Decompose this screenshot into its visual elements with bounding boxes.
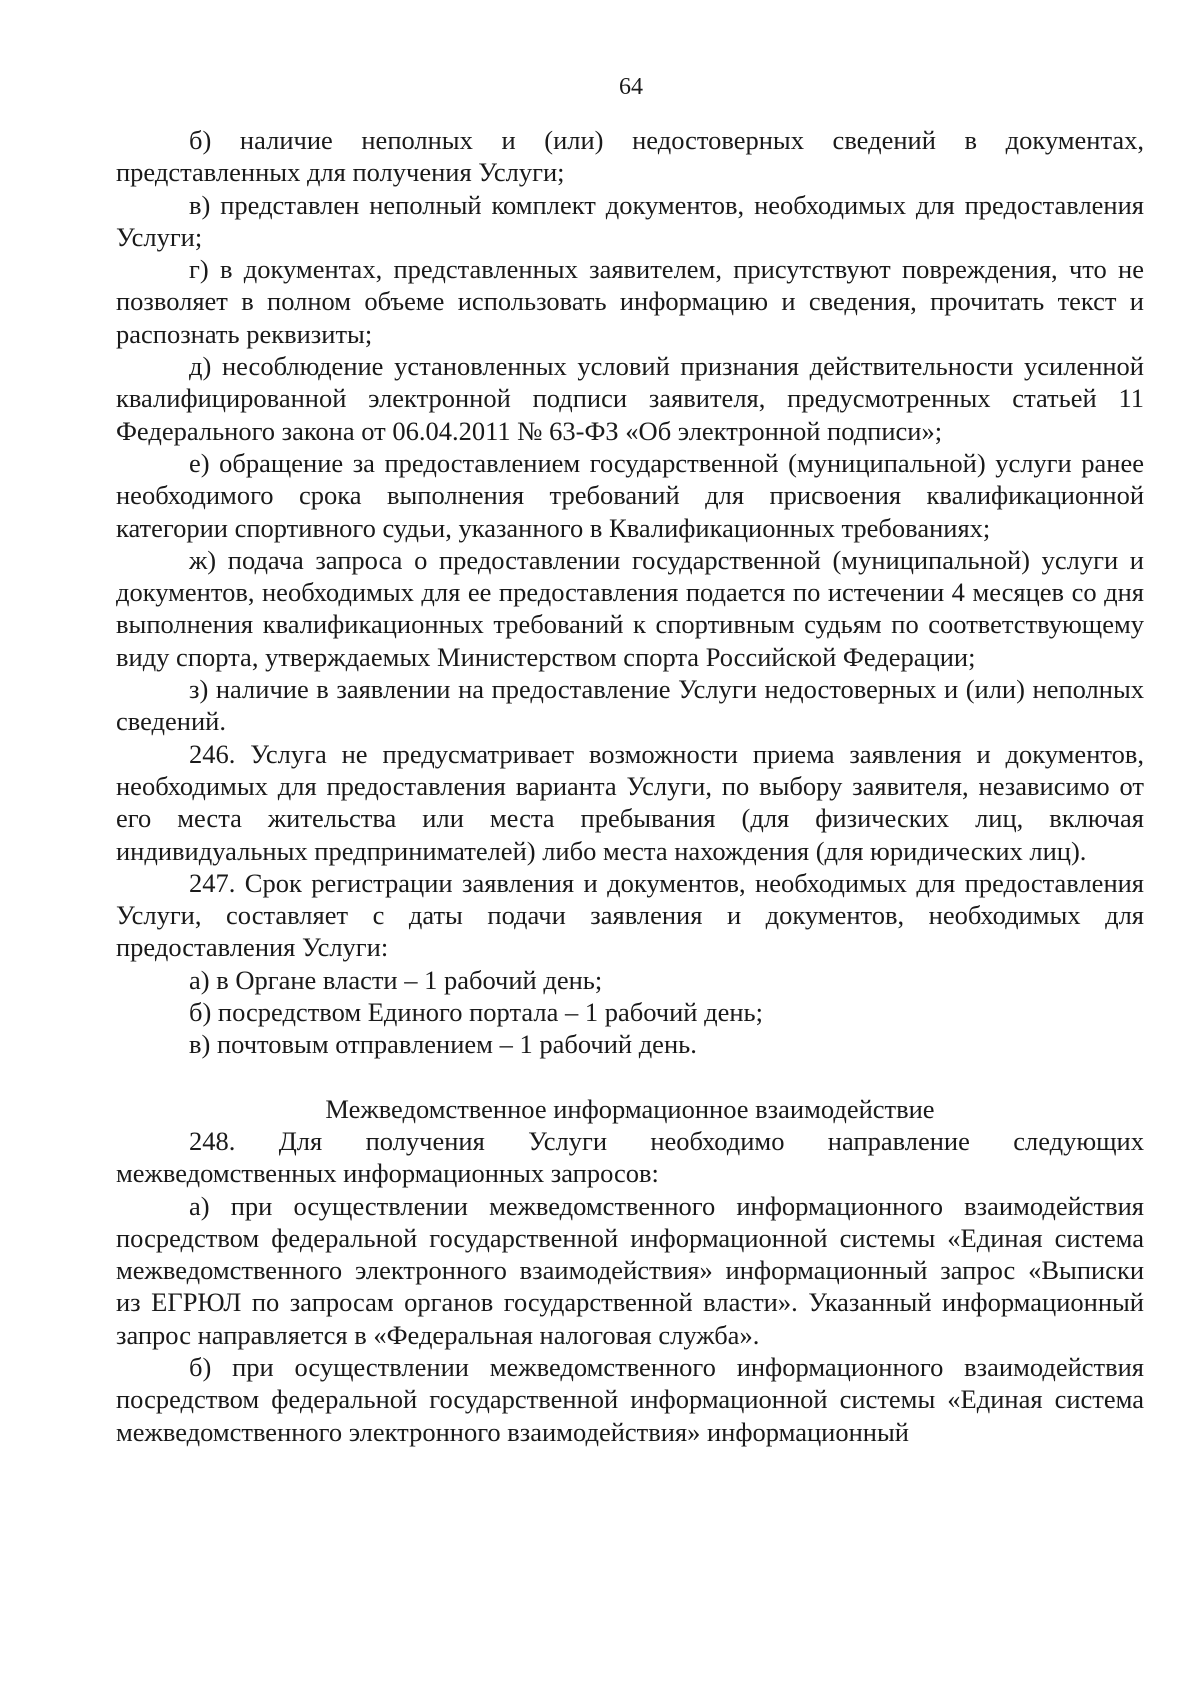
item-248: 248. Для получения Услуги необходимо направление следующих межведомственных информационных запросов: bbox=[116, 1125, 1144, 1189]
document-body bbox=[116, 124, 1144, 1448]
item-247-b: б) посредством Единого портала – 1 рабочий день; bbox=[189, 997, 763, 1028]
item-248-b: б) при осуществлении межведомственного информационного взаимодействия посредством федеральной государственной информационной системы «Единая система межведомственного электронного взаимодействия» информационный bbox=[116, 1351, 1144, 1447]
item-247-v: в) почтовым отправлением – 1 рабочий день. bbox=[189, 1029, 697, 1060]
item-247: 247. Срок регистрации заявления и документов, необходимых для предоставления Услуги, составляет с даты подачи заявления и документов, необходимых для предоставления Услуги: bbox=[116, 867, 1144, 963]
clause-zh-late-application: ж) подача запроса о предоставлении государственной (муниципальной) услуги и документов, необходимых для ее предоставления подается по истечении 4 месяцев со дня выполнения квалификационных требований к спортивным судьям по соответствующему виду спорта, утверждаемых Министерством спорта Российской Федерации; bbox=[116, 544, 1144, 672]
item-247-a: а) в Органе власти – 1 рабочий день; bbox=[189, 964, 603, 995]
clause-b-incomplete-info: б) наличие неполных и (или) недостоверных сведений в документах, представленных для получения Услуги; bbox=[116, 125, 1144, 188]
clause-g-damaged-documents: г) в документах, представленных заявителем, присутствуют повреждения, что не позволяет в полном объеме использовать информацию и сведения, прочитать текст и распознать реквизиты; bbox=[116, 254, 1144, 349]
section-heading: Межведомственное информационное взаимодействие bbox=[325, 1093, 935, 1124]
item-248-a: а) при осуществлении межведомственного информационного взаимодействия посредством федеральной государственной информационной системы «Единая система межведомственного электронного взаимодействия» информационный запрос «Выписки из ЕГРЮЛ по запросам органов государственной власти». Указанный информационный запрос направляется в «Федеральная налоговая служба». bbox=[116, 1190, 1144, 1350]
clause-z-unreliable-info: з) наличие в заявлении на предоставление Услуги недостоверных и (или) неполных сведений. bbox=[116, 674, 1144, 737]
page-number: 64 bbox=[619, 74, 643, 100]
item-246: 246. Услуга не предусматривает возможности приема заявления и документов, необходимых для предоставления варианта Услуги, по выбору заявителя, независимо от его места жительства или места пребывания (для физических лиц, включая индивидуальных предпринимателей) либо места нахождения (для юридических лиц). bbox=[116, 738, 1144, 866]
clause-e-early-application: е) обращение за предоставлением государственной (муниципальной) услуги ранее необходимого срока выполнения требований для присвоения квалификационной категории спортивного судьи, указанного в Квалификационных требованиях; bbox=[116, 447, 1144, 543]
clause-d-signature-invalid: д) несоблюдение установленных условий признания действительности усиленной квалифицированной электронной подписи заявителя, предусмотренных статьей 11 Федерального закона от 06.04.2011 № 63-ФЗ «Об электронной подписи»; bbox=[116, 351, 1144, 446]
clause-v-incomplete-set: в) представлен неполный комплект документов, необходимых для предоставления Услуги; bbox=[116, 189, 1144, 252]
